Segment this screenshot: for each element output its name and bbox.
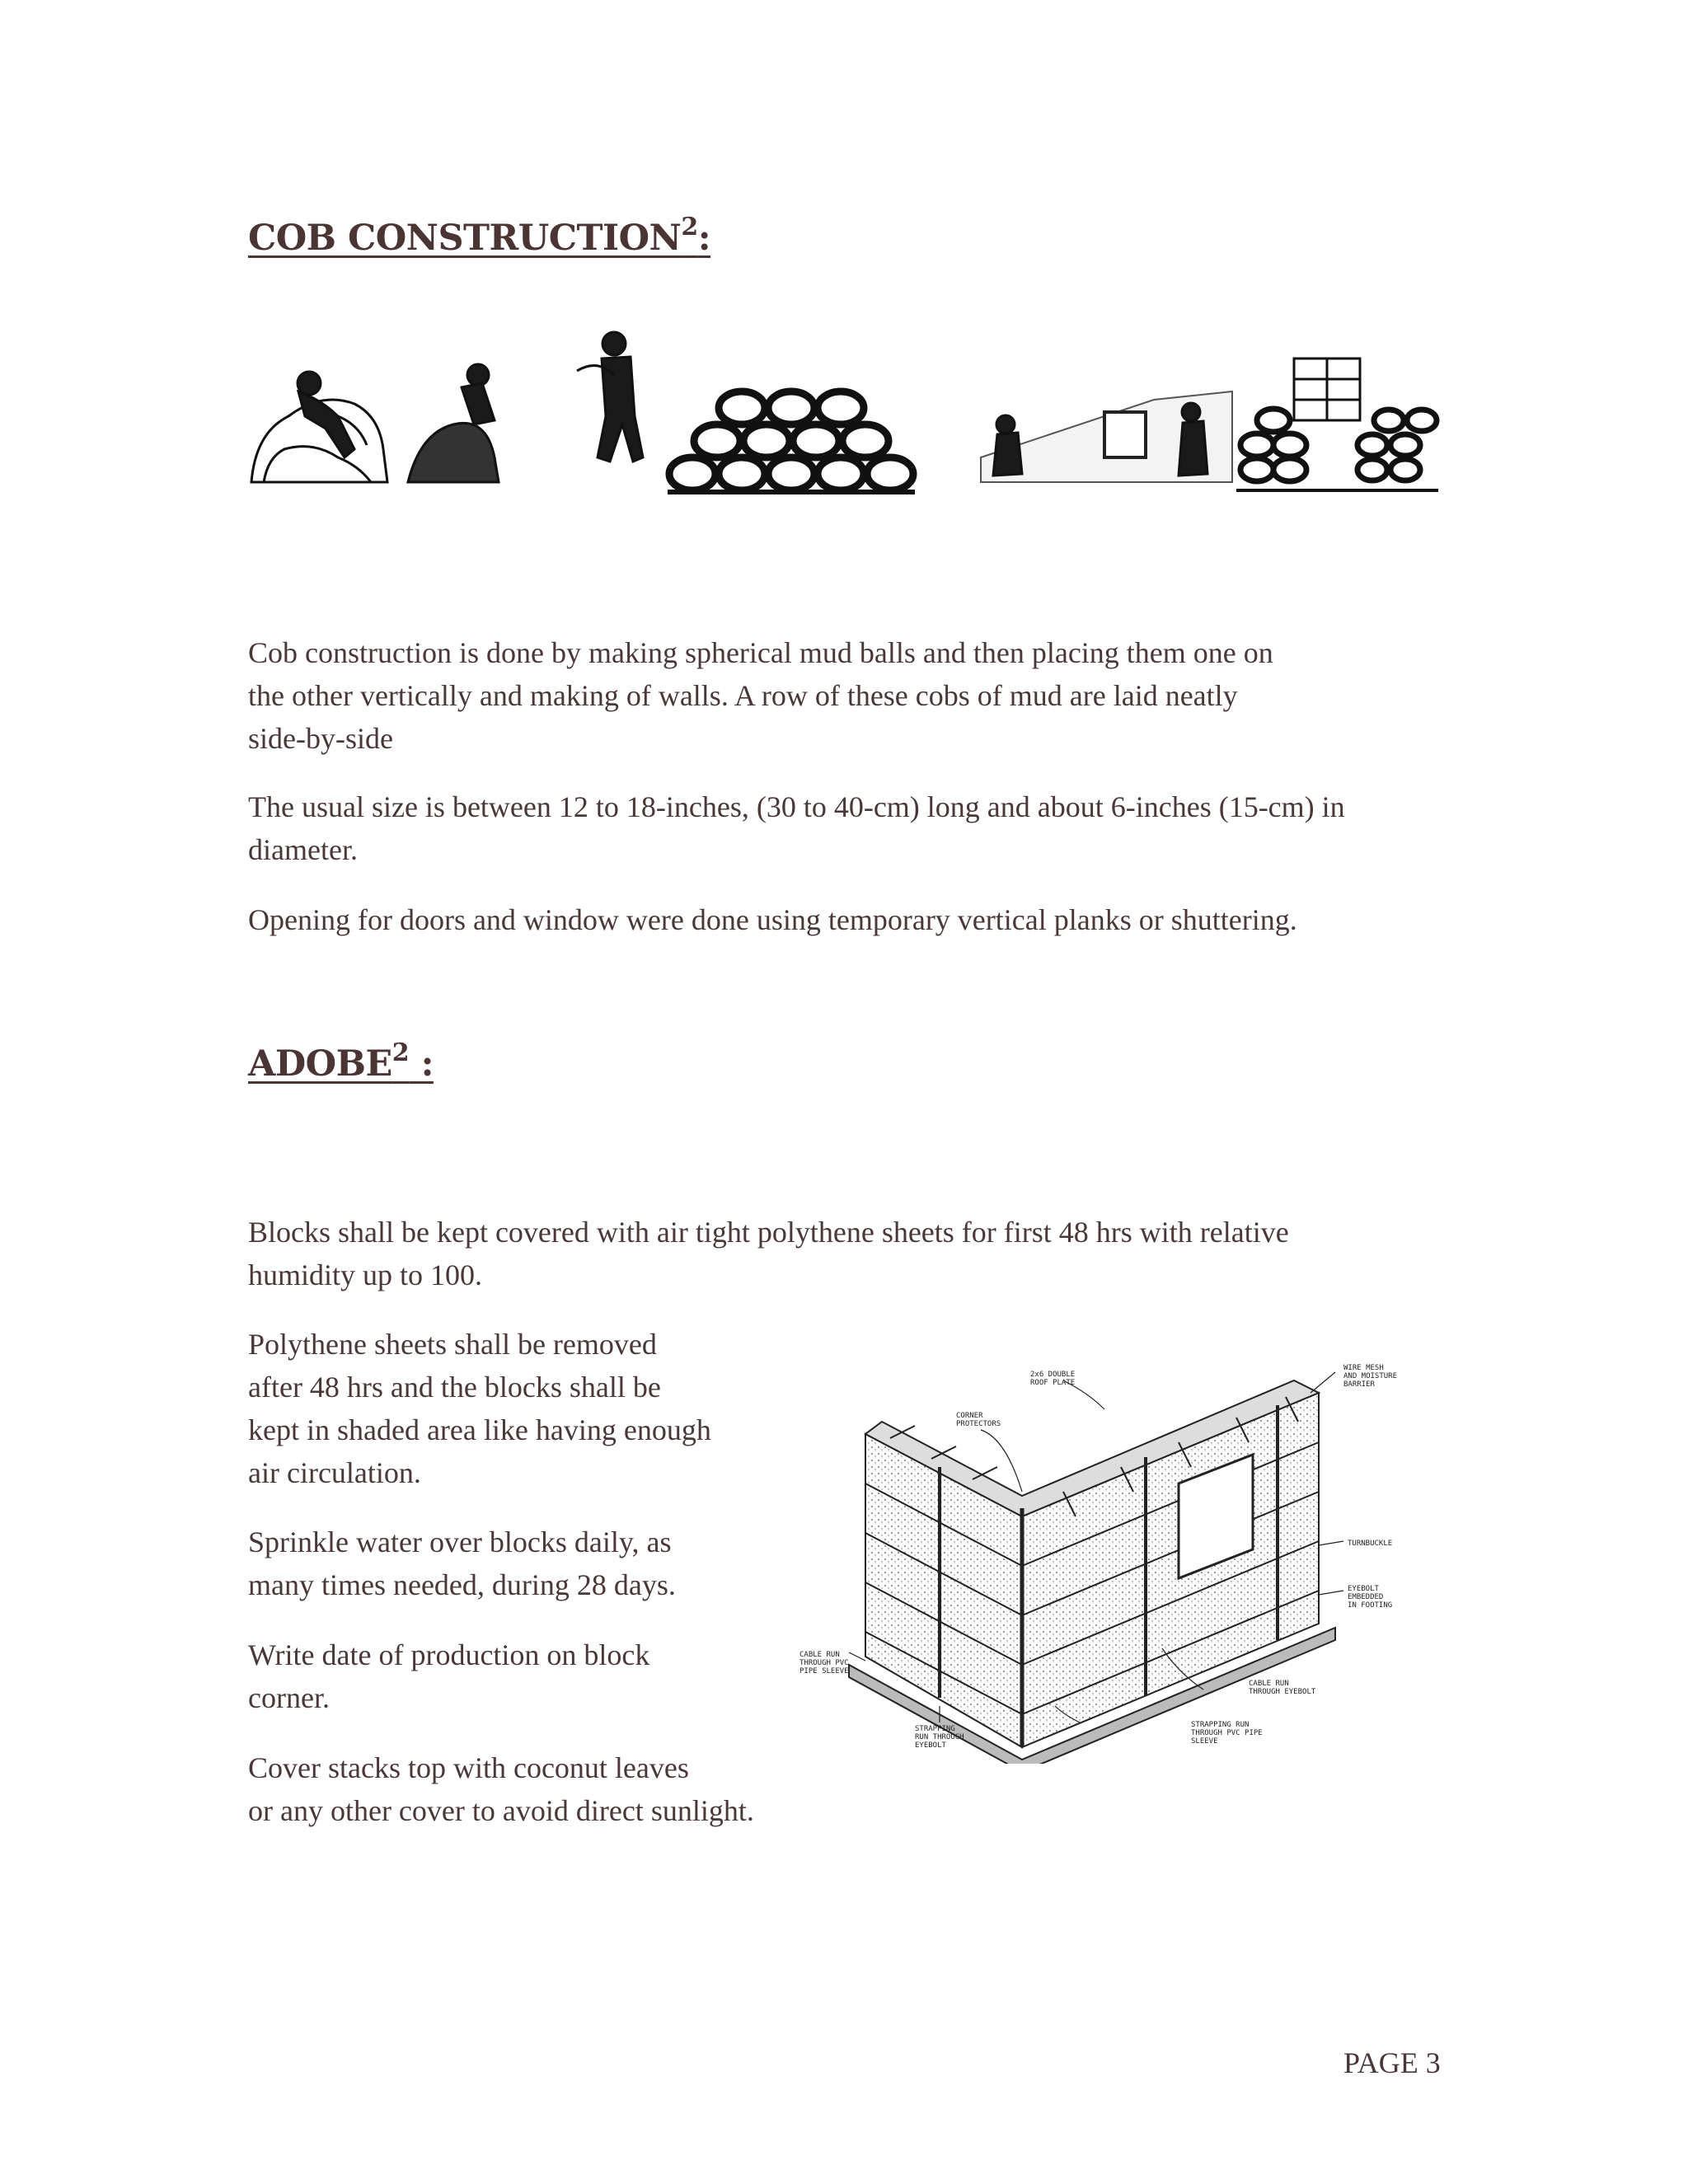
- cob-paragraph-3: Opening for doors and window were done using temporary vertical planks or shuttering.: [248, 903, 1297, 936]
- svg-text:RUN THROUGH: RUN THROUGH: [915, 1733, 964, 1741]
- svg-text:CABLE RUN: CABLE RUN: [799, 1651, 840, 1659]
- cob-heading: COB CONSTRUCTION$^2$:: [248, 213, 711, 259]
- page-number: PAGE 3: [1343, 2046, 1441, 2079]
- adobe-paragraph-2: Polythene sheets shall be removed after 48 hrs and the blocks shall be kept in shaded area like having enough air circulation.: [248, 1328, 711, 1489]
- cob-paragraph-1: Cob construction is done by making spherical mud balls and then placing them one on the other vertically and making of walls. A row of these cobs of mud are laid neatly side-by-side: [248, 636, 1273, 755]
- svg-text:BARRIER: BARRIER: [1343, 1380, 1375, 1389]
- svg-text:IN FOOTING: IN FOOTING: [1348, 1601, 1393, 1610]
- svg-text:STRAPPING: STRAPPING: [915, 1725, 955, 1733]
- svg-text:ROOF PLATE: ROOF PLATE: [1030, 1379, 1076, 1387]
- svg-text:THROUGH PVC PIPE: THROUGH PVC PIPE: [1191, 1729, 1263, 1737]
- svg-text:AND MOISTURE: AND MOISTURE: [1343, 1372, 1398, 1380]
- svg-text:EMBEDDED: EMBEDDED: [1348, 1593, 1384, 1601]
- adobe-paragraph-5: Cover stacks top with coconut leaves or any other cover to avoid direct sunlight.: [248, 1751, 754, 1827]
- svg-text:EYEBOLT: EYEBOLT: [1348, 1585, 1379, 1593]
- svg-text:STRAPPING RUN: STRAPPING RUN: [1191, 1721, 1250, 1729]
- adobe-paragraph-1: Blocks shall be kept covered with air tight polythene sheets for first 48 hrs with relative humidity up to 100.: [248, 1216, 1289, 1291]
- svg-text:THROUGH EYEBOLT: THROUGH EYEBOLT: [1249, 1688, 1316, 1696]
- adobe-heading: ADOBE$^2$ :: [248, 1038, 434, 1085]
- svg-text:CABLE RUN: CABLE RUN: [1249, 1680, 1289, 1688]
- svg-text:PROTECTORS: PROTECTORS: [956, 1420, 1001, 1428]
- cob-construction-illustration: [247, 326, 1441, 499]
- svg-text:TURNBUCKLE: TURNBUCKLE: [1348, 1540, 1393, 1548]
- svg-text:2x6 DOUBLE: 2x6 DOUBLE: [1030, 1371, 1076, 1379]
- svg-text:THROUGH PVC: THROUGH PVC: [799, 1659, 849, 1667]
- adobe-paragraph-3: Sprinkle water over blocks daily, as many times needed, during 28 days.: [248, 1526, 676, 1601]
- svg-text:SLEEVE: SLEEVE: [1191, 1737, 1218, 1746]
- svg-text:PIPE SLEEVE: PIPE SLEEVE: [799, 1667, 849, 1675]
- adobe-wall-diagram: [791, 1360, 1434, 1764]
- cob-paragraph-2: The usual size is between 12 to 18-inches, (30 to 40-cm) long and about 6-inches (15-cm) in diameter.: [248, 790, 1345, 866]
- svg-text:EYEBOLT: EYEBOLT: [915, 1741, 946, 1750]
- svg-text:CORNER: CORNER: [956, 1412, 983, 1420]
- adobe-paragraph-4: Write date of production on block corner.: [248, 1638, 650, 1714]
- svg-text:WIRE MESH: WIRE MESH: [1343, 1364, 1384, 1372]
